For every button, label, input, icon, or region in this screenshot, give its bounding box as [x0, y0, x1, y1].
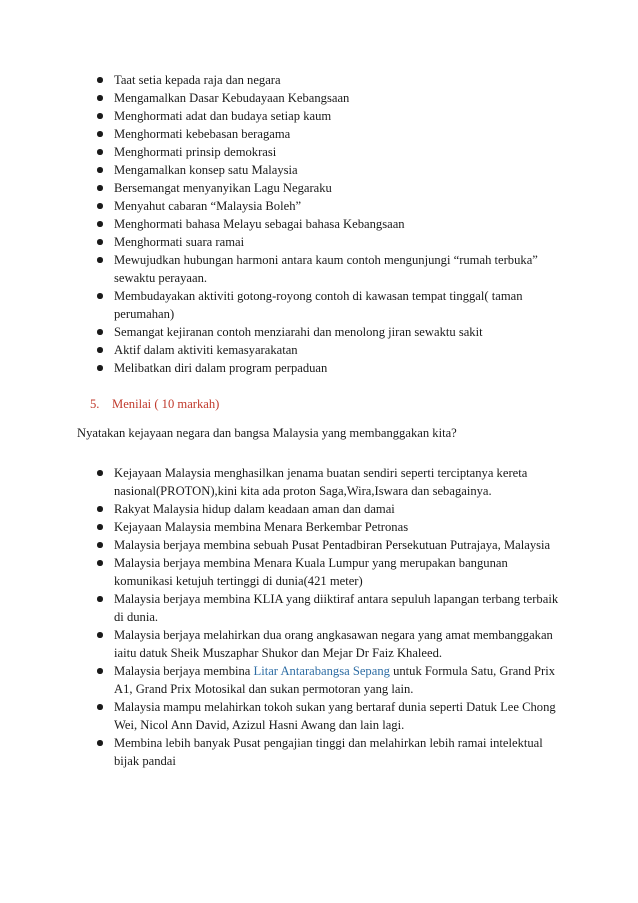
list-item: Menghormati prinsip demokrasi — [90, 143, 560, 161]
list-item: Kejayaan Malaysia menghasilkan jenama buatan sendiri seperti terciptanya kereta nasional(PROTON),kini kita ada proton Saga,Wira,Iswara dan sebagainya. — [90, 464, 560, 500]
list-item: Menghormati kebebasan beragama — [90, 125, 560, 143]
item-text: untuk Formula Satu, Grand Prix A1, Grand Prix Motosikal dan sukan permotoran yang lain. — [114, 664, 556, 696]
list-item: Kejayaan Malaysia membina Menara Berkembar Petronas — [90, 518, 560, 536]
list-item: Menghormati bahasa Melayu sebagai bahasa Kebangsaan — [90, 215, 560, 233]
list-item: Malaysia berjaya membina Menara Kuala Lumpur yang merupakan bangunan komunikasi ketujuh tertinggi di dunia(421 meter) — [90, 554, 560, 590]
list-item — [90, 662, 560, 698]
list-item: Menyahut cabaran “Malaysia Boleh” — [90, 197, 560, 215]
list-item: Melibatkan diri dalam program perpaduan — [90, 359, 560, 377]
section-5-heading — [90, 395, 219, 413]
list-item: Malaysia berjaya melahirkan dua orang angkasawan negara yang amat membanggakan iaitu datuk Sheik Muszaphar Shukor dan Mejar Dr Faiz Khaleed. — [90, 626, 560, 662]
question-text: Nyatakan kejayaan negara dan bangsa Malaysia yang membanggakan kita? — [77, 426, 457, 440]
item-text: Malaysia berjaya membina — [114, 664, 254, 678]
list-item: Menghormati suara ramai — [90, 233, 560, 251]
list-item: Malaysia berjaya membina sebuah Pusat Pentadbiran Persekutuan Putrajaya, Malaysia — [90, 536, 560, 554]
values-bullet-list — [90, 71, 560, 377]
sepang-circuit-link[interactable]: Litar Antarabangsa Sepang — [253, 664, 390, 678]
section-title: Menilai ( 10 markah) — [112, 397, 220, 411]
list-item: Semangat kejiranan contoh menziarahi dan menolong jiran sewaktu sakit — [90, 323, 560, 341]
list-item: Aktif dalam aktiviti kemasyarakatan — [90, 341, 560, 359]
list-item: Membina lebih banyak Pusat pengajian tinggi dan melahirkan lebih ramai intelektual bijak pandai — [90, 734, 560, 770]
list-item: Membudayakan aktiviti gotong-royong contoh di kawasan tempat tinggal( taman perumahan) — [90, 287, 560, 323]
list-item: Mengamalkan Dasar Kebudayaan Kebangsaan — [90, 89, 560, 107]
list-item: Malaysia berjaya membina KLIA yang diiktiraf antara sepuluh lapangan terbang terbaik di dunia. — [90, 590, 560, 626]
list-item: Taat setia kepada raja dan negara — [90, 71, 560, 89]
list-item: Menghormati adat dan budaya setiap kaum — [90, 107, 560, 125]
section-number: 5. — [90, 397, 100, 411]
list-item: Mewujudkan hubungan harmoni antara kaum contoh mengunjungi “rumah terbuka” sewaktu perayaan. — [90, 251, 560, 287]
list-item: Malaysia mampu melahirkan tokoh sukan yang bertaraf dunia seperti Datuk Lee Chong Wei, Nicol Ann David, Azizul Hasni Awang dan lain lagi. — [90, 698, 560, 734]
list-item: Mengamalkan konsep satu Malaysia — [90, 161, 560, 179]
list-item: Bersemangat menyanyikan Lagu Negaraku — [90, 179, 560, 197]
list-item: Rakyat Malaysia hidup dalam keadaan aman dan damai — [90, 500, 560, 518]
achievements-bullet-list — [90, 464, 560, 770]
